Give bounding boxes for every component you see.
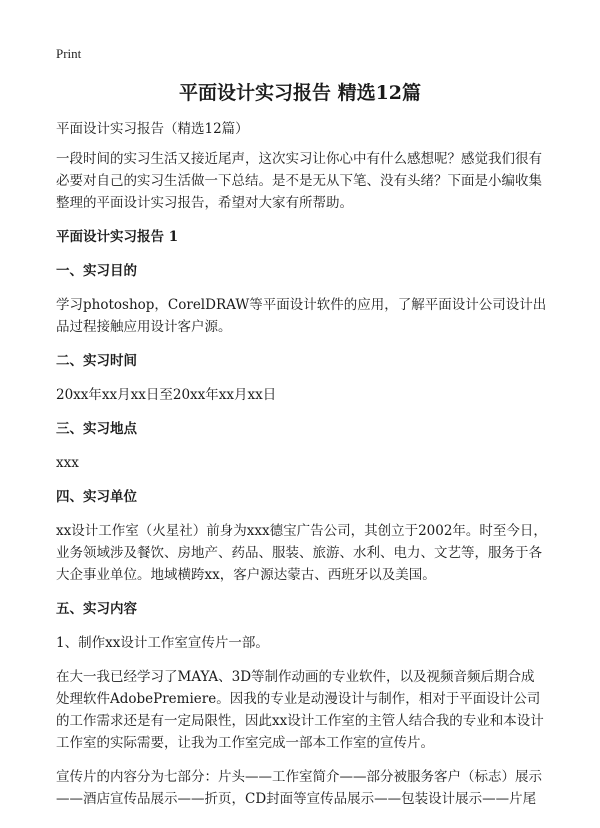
section-heading-purpose: 一、实习目的 — [56, 263, 137, 279]
section-text-place: xxx — [56, 455, 79, 471]
print-link[interactable]: Print — [56, 46, 82, 61]
report-heading: 平面设计实习报告 1 — [56, 229, 179, 245]
content-item-1: 1、制作xx设计工作室宣传片一部。 — [56, 635, 269, 651]
section-heading-content: 五、实习内容 — [56, 601, 137, 617]
document-subtitle: 平面设计实习报告（精选12篇） — [56, 121, 249, 137]
section-text-unit: xx设计工作室（火星社）前身为xxx德宝广告公司，其创立于2002年。时至今日，业务领域涉及餐饮、房地产、药品、服装、旅游、水利、电力、文艺等，服务于各大企事业单位。地域横跨xx，客户源达蒙古、西班牙以及美国。 — [56, 523, 547, 583]
section-text-time: 20xx年xx月xx日至20xx年xx月xx日 — [56, 387, 277, 403]
section-heading-unit: 四、实习单位 — [56, 489, 137, 505]
document-body — [56, 118, 548, 820]
section-heading-time: 二、实习时间 — [56, 353, 137, 369]
intro-paragraph: 一段时间的实习生活又接近尾声，这次实习让你心中有什么感想呢？感觉我们很有必要对自己的实习生活做一下总结。是不是无从下笔、没有头绪？下面是小编收集整理的平面设计实习报告，希望对大家有所帮助。 — [56, 151, 542, 211]
content-paragraph-1: 在大一我已经学习了MAYA、3D等制作动画的专业软件，以及视频音频后期合成处理软件AdobePremiere。因我的专业是动漫设计与制作，相对于平面设计公司的工作需求还是有一定局限性，因此xx设计工作室的主管人结合我的专业和本设计工作室的实际需要，让我为工作室完成一部本工作室的宣传片。 — [56, 669, 544, 751]
section-text-purpose: 学习photoshop，CorelDRAW等平面设计软件的应用，了解平面设计公司设计出品过程接触应用设计客户源。 — [56, 297, 547, 335]
document-title: 平面设计实习报告 精选12篇 — [178, 82, 422, 104]
content-paragraph-2: 宣传片的内容分为七部分：片头——工作室简介——部分被服务客户（标志）展示——酒店宣传品展示——折页，CD封面等宣传品展示——包装设计展示——片尾 — [56, 769, 542, 807]
section-heading-place: 三、实习地点 — [56, 421, 137, 437]
